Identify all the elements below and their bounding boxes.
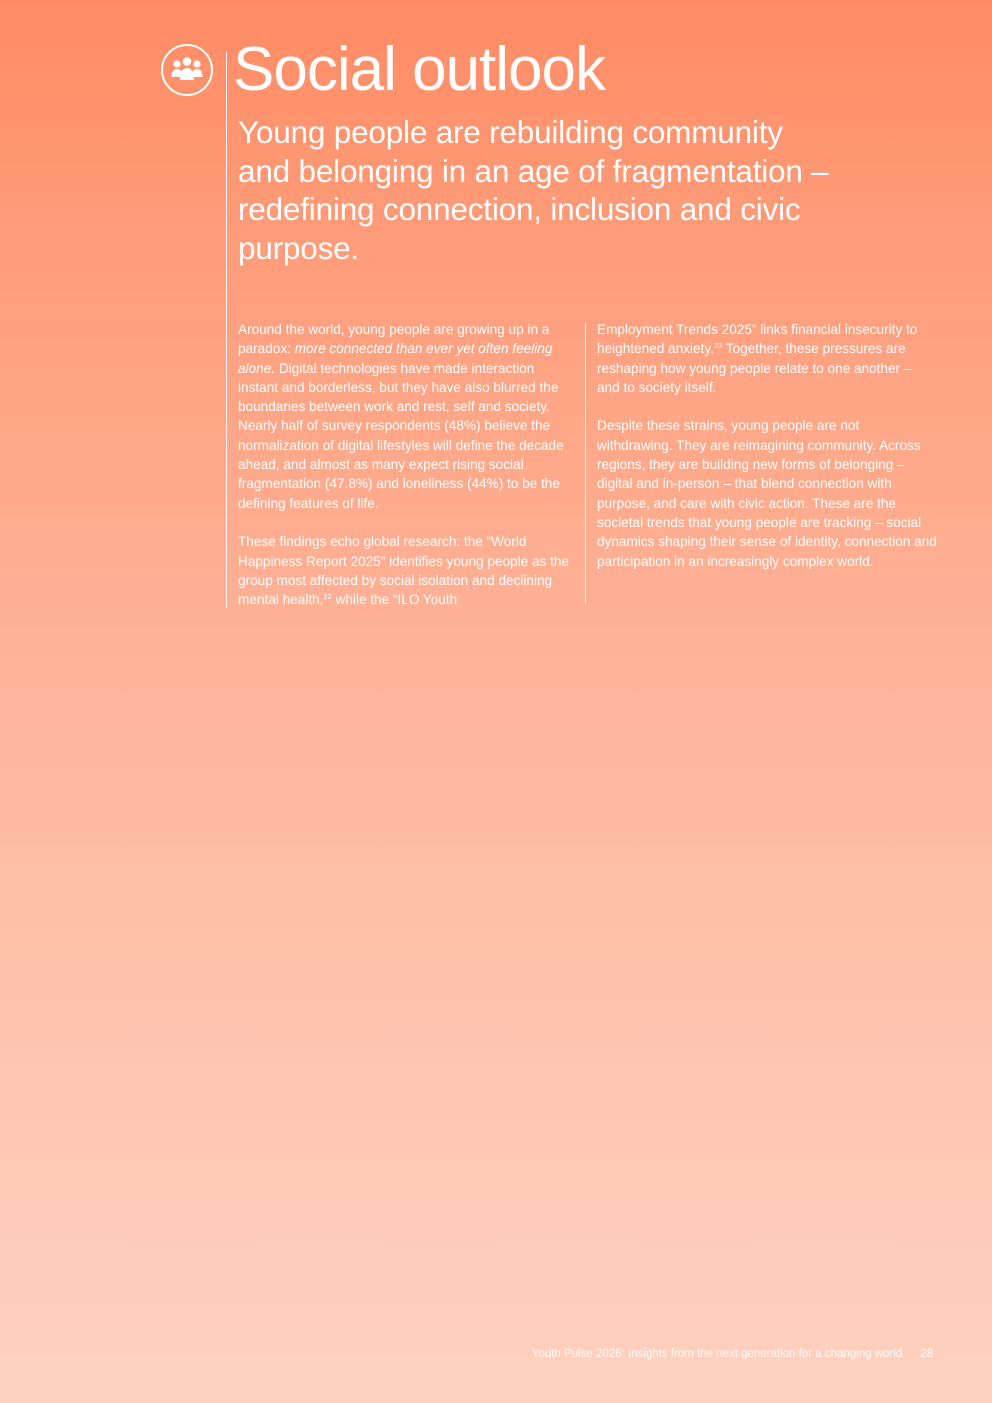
paragraph-text: Employment Trends 2025” links financial insecurity to heightened anxiety. [597,322,918,357]
body-column-right [597,320,937,590]
left-divider [226,52,227,608]
people-group-icon-glyph [170,55,204,85]
paragraph-text: while the “ILO Youth [331,592,458,608]
footnote-ref: 23 [713,341,723,351]
paragraph: Despite these strains, young people are not withdrawing. They are reimagining community. Across regions, they are building new forms of belonging – digital and in-person – that blend connection with purpose, and care with civic action. These are the societal trends that young people are tracking – social dynamics shaping their sense of identity, connection and participation in an increasingly complex world. [597,418,937,569]
people-group-icon [161,44,213,96]
paragraph [597,320,937,397]
paragraph-text: Digital technologies have made interaction instant and borderless, but they have also blurred the boundaries between work and rest, self and society. Nearly half of survey respondents (48%) believe the normalization of digital lifestyles will define the decade ahead, and almost as many expect rising social fragmentation (47.8%) and loneliness (44%) to be the defining features of life. [238,360,564,511]
footnote-ref: 22 [323,592,332,602]
page-title: Social outlook [233,35,606,104]
paragraph-text: Together, these pressures are reshaping how young people relate to one another – and to society itself. [597,341,912,395]
page-subtitle: Young people are rebuilding community and belonging in an age of fragmentation – redefining connection, inclusion and civic purpose. [238,114,829,266]
page-number: 28 [920,1348,933,1360]
paragraph [238,320,574,513]
body-column-left [238,320,574,629]
paragraph-text: These findings echo global research: the “World Happiness Report 2025” identifies young people as the group most affected by social isolation and declining mental health, [238,534,570,608]
page-footer [532,1347,933,1361]
paragraph-text: Around the world, young people are growing up in a paradox: [238,322,550,357]
emphasis-text: more connected than ever yet often feeling alone. [238,341,553,376]
paragraph [238,532,574,609]
footer-publication-title: Youth Pulse 2026: Insights from the next generation for a changing world [531,1348,903,1360]
column-divider [585,323,586,603]
